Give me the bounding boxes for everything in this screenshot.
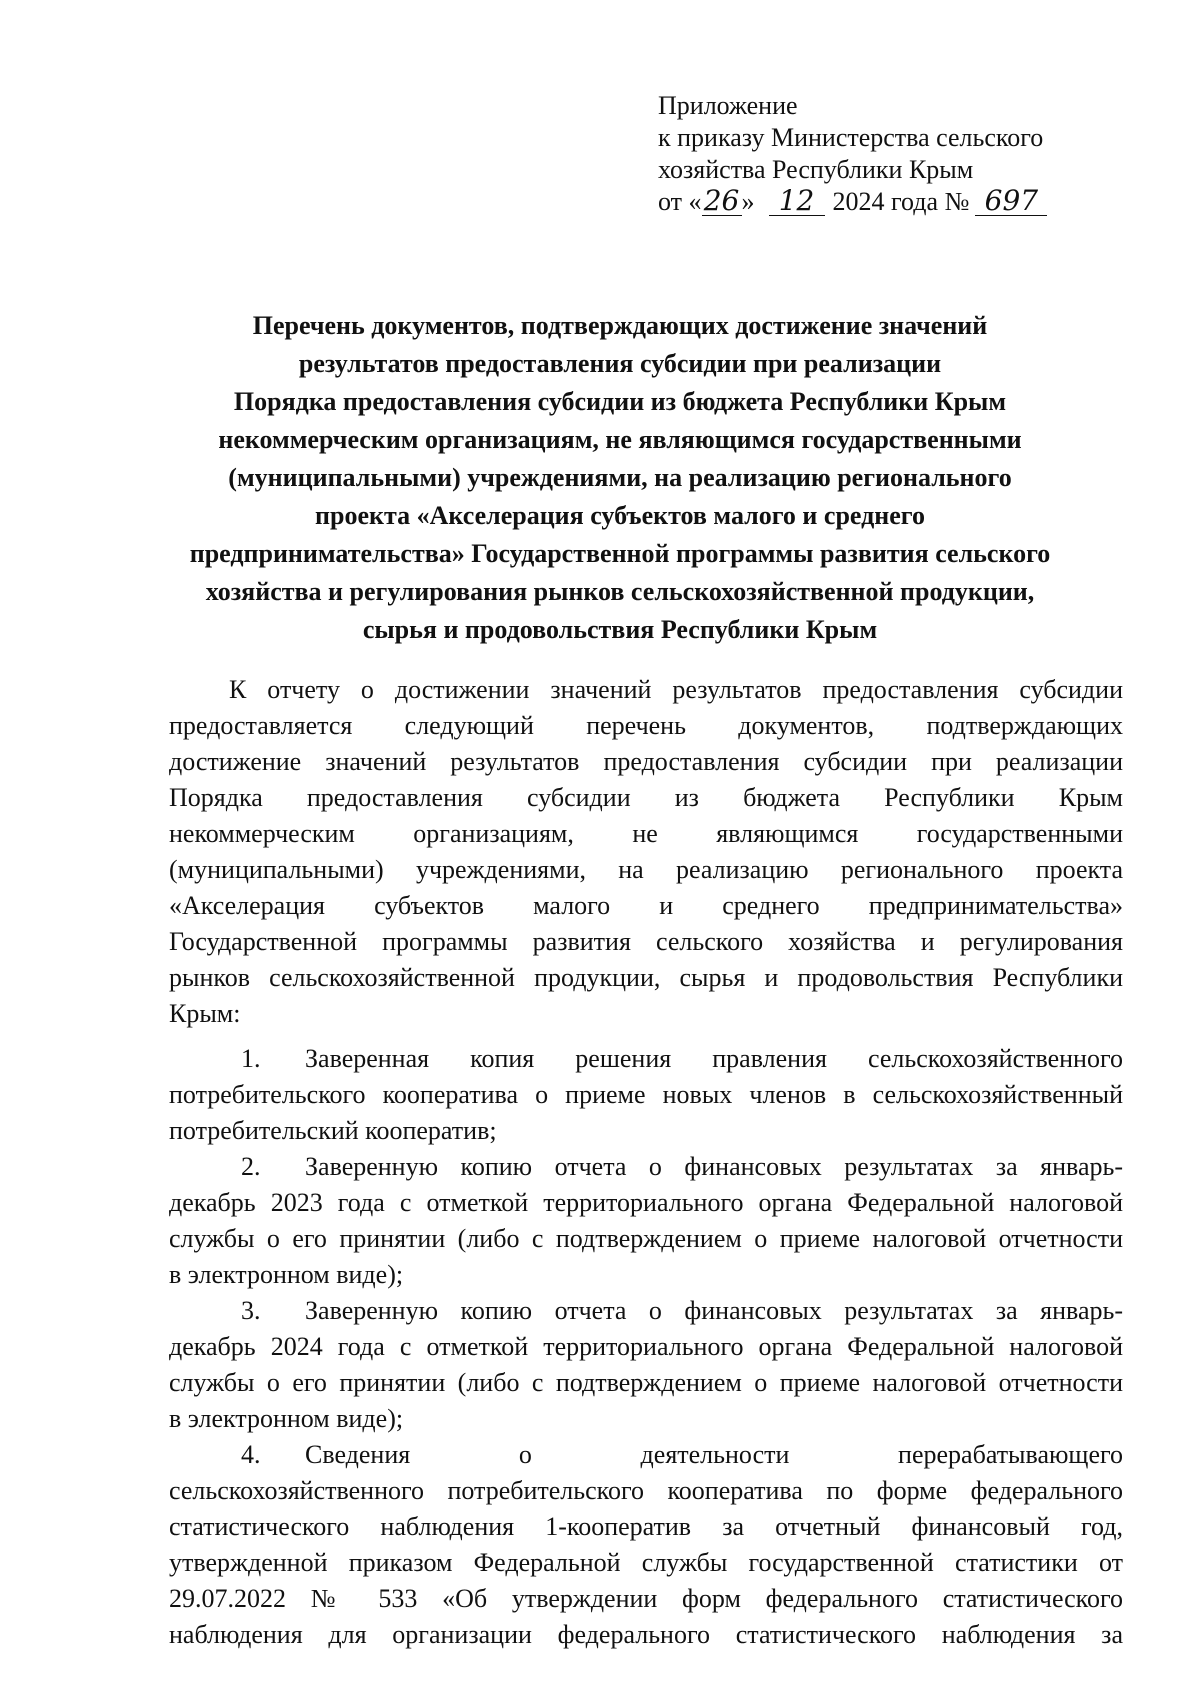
title-line: проекта «Акселерация субъектов малого и среднего — [315, 501, 925, 530]
document-list — [169, 1041, 1123, 1653]
handwritten-order-number: 697 — [975, 187, 1047, 216]
list-item-text: Заверенная копия решения правления сельскохозяйственного — [305, 1044, 1123, 1073]
intro-line: (муниципальными) учреждениями, на реализацию регионального проекта — [169, 855, 1123, 884]
intro-line: рынков сельскохозяйственной продукции, сырья и продовольствия Республики — [169, 963, 1123, 992]
intro-line: Государственной программы развития сельского хозяйства и регулирования — [169, 927, 1123, 956]
list-item-text: Заверенную копию отчета о финансовых результатах за январь- — [305, 1152, 1123, 1181]
list-item-number: 2. — [241, 1152, 261, 1181]
list-item-line: декабрь 2024 года с отметкой территориального органа Федеральной налоговой — [169, 1332, 1123, 1361]
title-line: сырья и продовольствия Республики Крым — [362, 615, 878, 644]
intro-paragraph — [169, 672, 1123, 1032]
list-item-line: потребительский кооператив; — [169, 1116, 497, 1145]
list-item-line: в электронном виде); — [169, 1260, 404, 1289]
handwritten-day: 26 — [702, 187, 742, 216]
date-mid: » — [741, 187, 755, 216]
list-item-line: наблюдения для организации федерального статистического наблюдения за — [169, 1620, 1123, 1649]
intro-line: Крым: — [169, 999, 241, 1028]
appendix-header — [658, 90, 1078, 218]
list-item-first-line — [169, 1149, 1123, 1185]
list-item-number: 4. — [241, 1440, 261, 1469]
intro-line: достижение значений результатов предоставления субсидии при реализации — [169, 747, 1123, 776]
list-item-line: статистического наблюдения 1-кооператив за отчетный финансовый год, — [169, 1512, 1123, 1541]
appendix-date-line — [658, 186, 1078, 218]
list-item-number: 1. — [241, 1044, 261, 1073]
list-item-line: сельскохозяйственного потребительского кооператива по форме федерального — [169, 1476, 1123, 1505]
title-line: результатов предоставления субсидии при реализации — [298, 349, 942, 378]
intro-line: К отчету о достижении значений результатов предоставления субсидии — [229, 675, 1123, 704]
list-item — [169, 1437, 1123, 1653]
list-item-line: службы о его принятии (либо с подтверждением о приеме налоговой отчетности — [169, 1368, 1123, 1397]
title-line: Порядка предоставления субсидии из бюджета Республики Крым — [233, 387, 1007, 416]
handwritten-month: 12 — [769, 187, 825, 216]
list-item-first-line — [169, 1437, 1123, 1473]
list-item-line: потребительского кооператива о приеме новых членов в сельскохозяйственный — [169, 1080, 1123, 1109]
list-item-line: утвержденной приказом Федеральной службы государственной статистики от — [169, 1548, 1123, 1577]
list-item-line: в электронном виде); — [169, 1404, 404, 1433]
title-line: предпринимательства» Государственной программы развития сельского — [189, 539, 1051, 568]
list-item — [169, 1041, 1123, 1149]
title-line: некоммерческим организациям, не являющимся государственными — [218, 425, 1022, 454]
list-item-line: декабрь 2023 года с отметкой территориального органа Федеральной налоговой — [169, 1188, 1123, 1217]
list-item-first-line — [169, 1041, 1123, 1077]
list-item — [169, 1149, 1123, 1293]
list-item — [169, 1293, 1123, 1437]
list-item-number: 3. — [241, 1296, 261, 1325]
list-item-text: Заверенную копию отчета о финансовых результатах за январь- — [305, 1296, 1123, 1325]
intro-line: «Акселерация субъектов малого и среднего предпринимательства» — [169, 891, 1123, 920]
intro-line: предоставляется следующий перечень документов, подтверждающих — [169, 711, 1123, 740]
appendix-ministry: хозяйства Республики Крым — [658, 155, 974, 184]
appendix-label: Приложение — [658, 91, 798, 120]
title-line: (муниципальными) учреждениями, на реализацию регионального — [228, 463, 1012, 492]
title-line: Перечень документов, подтверждающих достижение значений — [252, 311, 988, 340]
intro-line: Порядка предоставления субсидии из бюджета Республики Крым — [169, 783, 1123, 812]
intro-line: некоммерческим организациям, не являющимся государственными — [169, 819, 1123, 848]
list-item-line: 29.07.2022 № 533 «Об утверждении форм федерального статистического — [169, 1584, 1123, 1613]
list-item-line: службы о его принятии (либо с подтверждением о приеме налоговой отчетности — [169, 1224, 1123, 1253]
document-title — [160, 307, 1080, 649]
list-item-text: Сведения о деятельности перерабатывающего — [305, 1440, 1123, 1469]
list-item-first-line — [169, 1293, 1123, 1329]
appendix-order-ref: к приказу Министерства сельского — [658, 123, 1044, 152]
date-year: 2024 года № — [832, 187, 970, 216]
title-line: хозяйства и регулирования рынков сельскохозяйственной продукции, — [205, 577, 1035, 606]
date-prefix: от « — [658, 187, 702, 216]
